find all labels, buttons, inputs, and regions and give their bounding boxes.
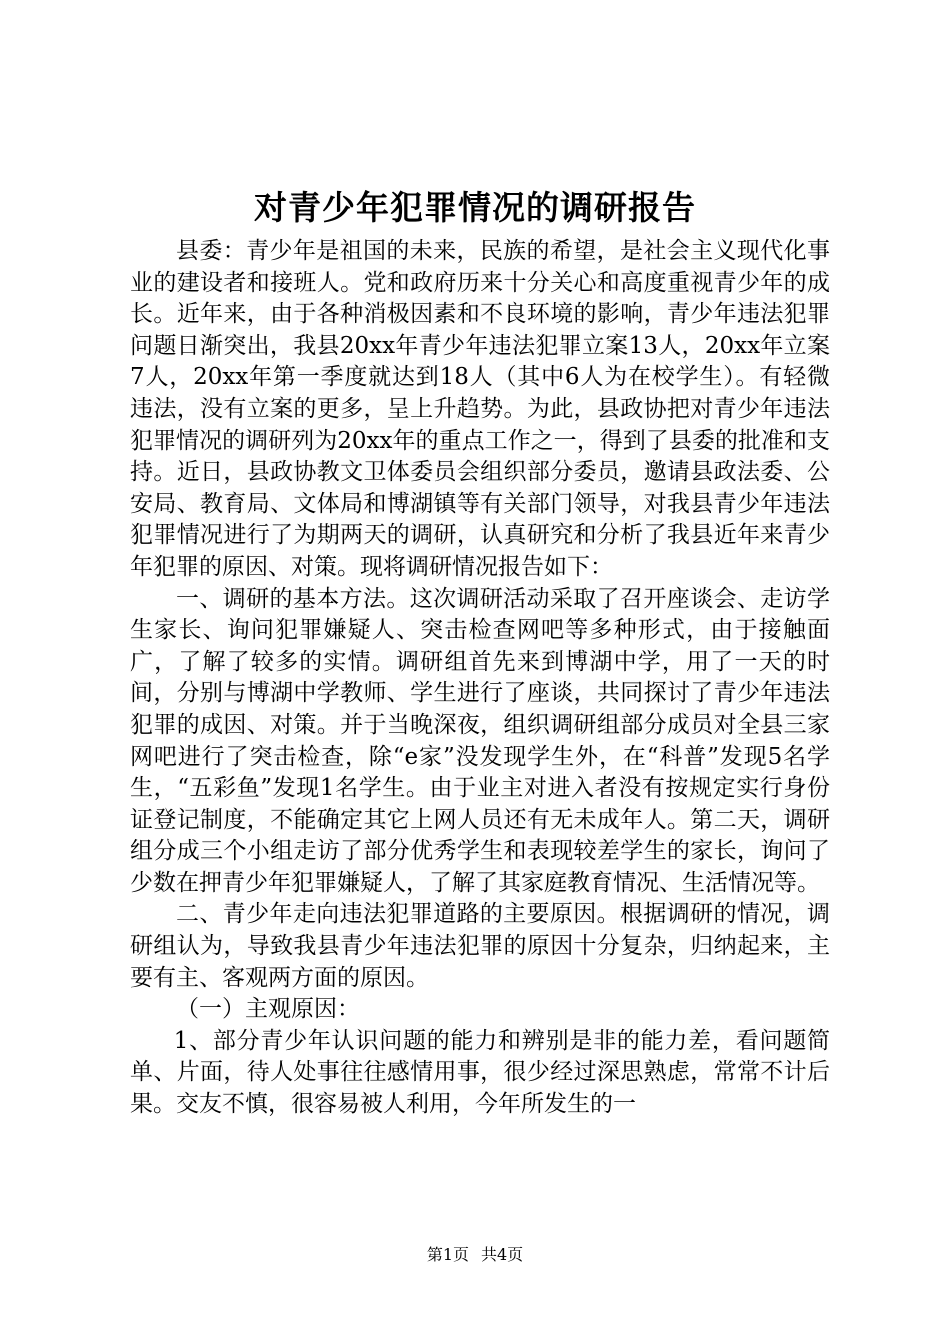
document-body	[130, 236, 830, 1121]
paragraph-section-2: 二、青少年走向违法犯罪道路的主要原因。根据调研的情况，调研组认为，导致我县青少年违法犯罪的原因十分复杂，归纳起来，主要有主、客观两方面的原因。	[130, 901, 830, 991]
paragraph-intro: 县委：青少年是祖国的未来，民族的希望，是社会主义现代化事业的建设者和接班人。党和政府历来十分关心和高度重视青少年的成长。近年来，由于各种消极因素和不良环境的影响，青少年违法犯罪问题日渐突出，我县20xx年青少年违法犯罪立案13人，20xx年立案7人，20xx年第一季度就达到18人（其中6人为在校学生）。有轻微违法，没有立案的更多，呈上升趋势。为此，县政协把对青少年违法犯罪情况的调研列为20xx年的重点工作之一，得到了县委的批准和支持。近日，县政协教文卫体委员会组织部分委员，邀请县政法委、公安局、教育局、文体局和博湖镇等有关部门领导，对我县青少年违法犯罪情况进行了为期两天的调研，认真研究和分析了我县近年来青少年犯罪的原因、对策。现将调研情况报告如下：	[130, 238, 830, 580]
page-number: 第1页	[426, 1245, 469, 1264]
paragraph-section-1: 一、调研的基本方法。这次调研活动采取了召开座谈会、走访学生家长、询问犯罪嫌疑人、突击检查网吧等多种形式，由于接触面广，了解了较多的实情。调研组首先来到博湖中学，用了一天的时间，分别与博湖中学教师、学生进行了座谈，共同探讨了青少年违法犯罪的成因、对策。并于当晚深夜，组织调研组部分成员对全县三家网吧进行了突击检查，除“e家”没发现学生外，在“科普”发现5名学生，“五彩鱼”发现1名学生。由于业主对进入者没有按规定实行身份证登记制度，不能确定其它上网人员还有无未成年人。第二天，调研组分成三个小组走访了部分优秀学生和表现较差学生的家长，询问了少数在押青少年犯罪嫌疑人，了解了其家庭教育情况、生活情况等。	[130, 585, 830, 896]
paragraph-item-1: 1、部分青少年认识问题的能力和辨别是非的能力差，看问题简单、片面，待人处事往往感情用事，很少经过深思熟虑，常常不计后果。交友不慎，很容易被人利用，今年所发生的一	[130, 1027, 830, 1118]
page-footer	[0, 1245, 950, 1265]
document-title: 对青少年犯罪情况的调研报告	[254, 188, 696, 227]
subheading-subjective-causes: （一）主观原因：	[176, 996, 360, 1023]
page-total: 共4页	[481, 1245, 524, 1264]
